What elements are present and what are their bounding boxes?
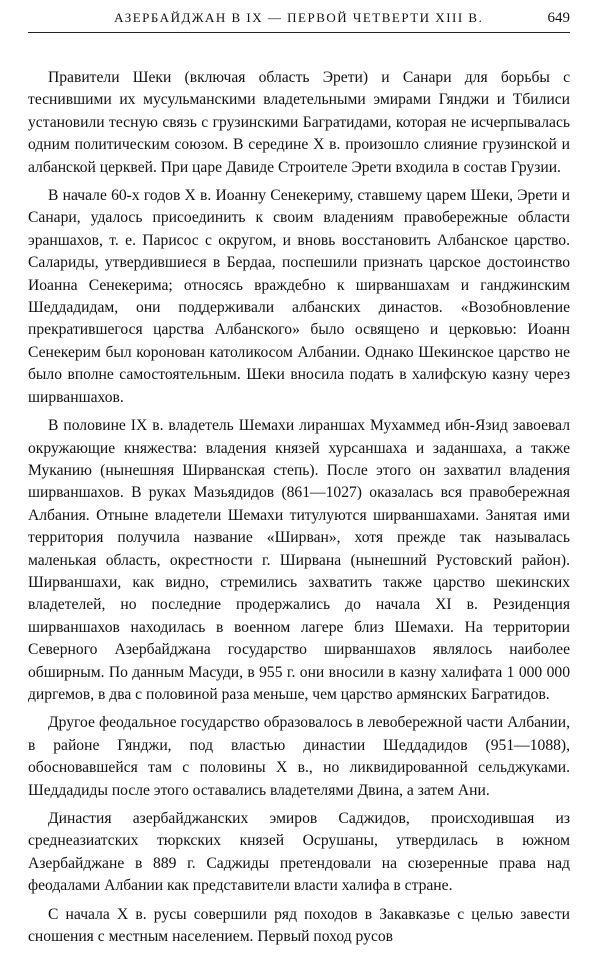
paragraph-sheki-rulers: Правители Шеки (включая область Эрети) и Санари для борьбы с теснившими их мусульманскими владетельными эмирами Гянджи и Тбилиси установили тесную связь с грузинскими Багратидами, которая не исчерпывалась одним политическим союзом. В середине X в. произошло слияние грузинской и албанской церквей. При царе Давиде Строителе Эрети входила в состав Грузии. <box>28 69 570 176</box>
paragraph-rus-campaigns: С начала X в. русы совершили ряд походов в Закавказье с целью завести сношения с местным населением. Первый поход русов <box>28 905 570 946</box>
running-header <box>28 10 570 33</box>
paragraph-sheddadids: Другое феодальное государство образовалось в левобережной части Албании, в районе Гянджи, под властью династии Шеддадидов (951—1088), обосновавшейся там с половины X в., но ликвидированной сельджуками. Шеддадиды после этого оставались владетелями Двина, а затем Ани. <box>28 714 570 799</box>
page-number: 649 <box>547 10 570 26</box>
paragraph-shirvanshahs: В половине IX в. владетель Шемахи лираншах Мухаммед ибн-Язид завоевал окружающие княжества: владения князей хурсаншаха и заданшаха, а также Муканию (нынешняя Ширванская степь). После этого он захватил владения ширваншахов. В руках Мазьядидов (861—1027) оказалась вся правобережная Албания. Отныне владетели Шемахи титулуются ширваншахами. Занятая ими территория получила название «Ширван», хотя прежде так называлась маленькая область, окрестности г. Ширвана (нынешний Рустовский район). Ширваншахи, как видно, стремились захватить также царство шекинских владетелей, но последние продержались до начала XI в. Резиденция ширваншахов находилась в военном лагере близ Шемахи. На территории Северного Азербайджана государство ширваншахов являлось наиболее обширным. По данным Масуди, в 955 г. они вносили в казну халифата 1 000 000 диргемов, в два с половиной раза меньше, чем царство армянских Багратидов. <box>28 417 570 703</box>
body-text <box>28 67 570 948</box>
paragraph-ioann-senekerim: В начале 60-х годов X в. Иоанну Сенекериму, ставшему царем Шеки, Эрети и Санари, удалось присоединить к своим владениям правобережные области эраншахов, т. е. Парисос с округом, и вновь восстановить Албанское царство. Салариды, утвердившиеся в Бердаа, поспешили признать царское достоинство Иоанна Сенекерима; относясь враждебно к ширваншахам и ганджинским Шеддадидам, они поддерживали албанских династов. «Возобновление прекратившегося царства Албанского» было освящено и церковью: Иоанн Сенекерим был коронован католикосом Албании. Однако Шекинское царство не было вполне самостоятельным. Шеки вносила подать в халифскую казну через ширваншахов. <box>28 187 570 406</box>
paragraph-sajids: Династия азербайджанских эмиров Саджидов, происходившая из среднеазиатских тюркских князей Осрушаны, утвердилась в южном Азербайджане в 889 г. Саджиды претендовали на сюзеренные права над феодалами Албании как представители власти халифа в стране. <box>28 810 570 895</box>
running-title: АЗЕРБАЙДЖАН В IX — ПЕРВОЙ ЧЕТВЕРТИ XIII В. <box>114 10 484 25</box>
